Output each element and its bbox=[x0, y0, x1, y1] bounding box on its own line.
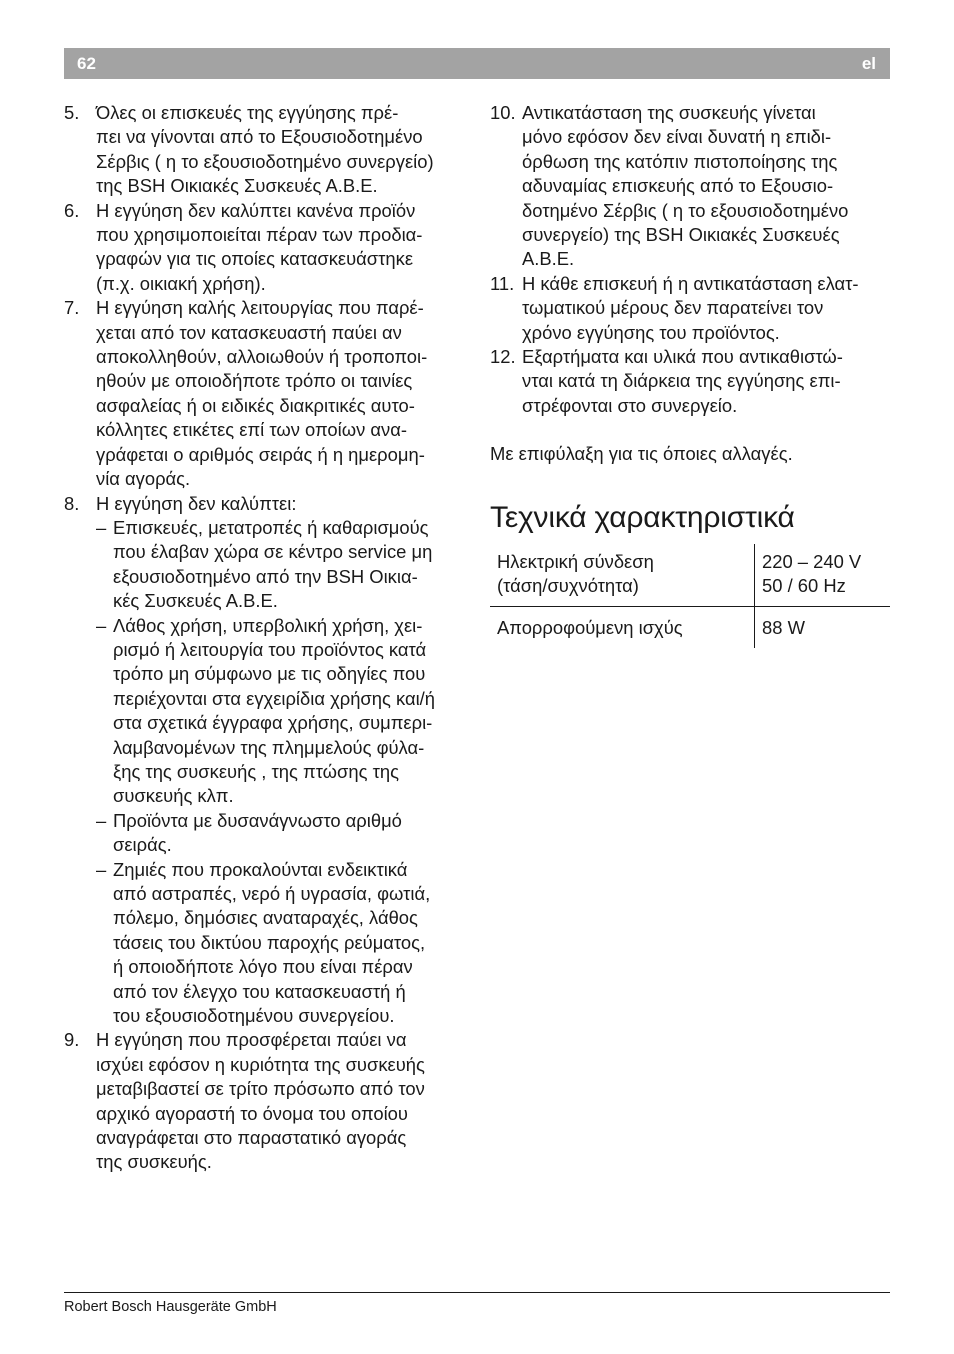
list-number: 8. bbox=[64, 492, 80, 514]
section-title: Τεχνικά χαρακτηριστικά bbox=[490, 500, 795, 534]
language-code: el bbox=[861, 54, 876, 73]
spec-label bbox=[490, 606, 755, 648]
list-number: 10. bbox=[490, 102, 516, 123]
sub-item-text: Προϊόντα με δυσανάγνωστο αριθμό σειράς. bbox=[113, 809, 402, 856]
list-text: Η εγγύηση δεν καλύπτει κανένα προϊόν που χρησιμοποιείται πέραν των προδια- γραφών για τις οποίες κατασκευάστηκε (π.χ. οικιακή χρήση). bbox=[96, 199, 423, 294]
sub-item-text: Επισκευές, μετατροπές ή καθαρισμούς που έλαβαν χώρα σε κέντρο service μη εξουσιοδοτημένο από την BSH Οικια- κές Συσκευές Α.Β.Ε. bbox=[113, 516, 433, 612]
spec-label-text: Απορροφούμενη ισχύς bbox=[497, 616, 683, 638]
list-item-5 bbox=[64, 101, 468, 199]
dash-bullet: – bbox=[96, 858, 107, 880]
spec-label bbox=[490, 544, 755, 606]
list-text: Εξαρτήματα και υλικά που αντικαθιστώ- νται κατά τη διάρκεια της εγγύησης επι- στρέφονται στο συνεργείο. bbox=[522, 346, 843, 416]
specs-table bbox=[490, 544, 890, 648]
list-item-6 bbox=[64, 199, 468, 297]
list-number: 6. bbox=[64, 199, 80, 221]
right-column bbox=[490, 101, 892, 648]
list-text: Η εγγύηση που προσφέρεται παύει να ισχύει εφόσον η κυριότητα της συσκευής μεταβιβαστεί σε τρίτο πρόσωπο από τον αρχικό αγοραστή το όνομα του οποίου αναγράφεται στο παραστατικό αγοράς της συσκευής. bbox=[96, 1029, 425, 1173]
sub-item bbox=[96, 858, 468, 1029]
sub-item bbox=[96, 614, 468, 809]
dash-bullet: – bbox=[96, 809, 107, 831]
list-item-9 bbox=[64, 1028, 468, 1174]
spec-label-text: Ηλεκτρική σύνδεση (τάση/συχνότητα) bbox=[497, 550, 654, 597]
page-header-bar bbox=[64, 48, 890, 79]
left-column bbox=[64, 101, 468, 1175]
list-item-11 bbox=[490, 272, 892, 345]
spec-value bbox=[755, 544, 891, 606]
list-text: Αντικατάσταση της συσκευής γίνεται μόνο εφόσον δεν είναι δυνατή η επιδι- όρθωση της κατόπιν πιστοποίησης της αδυναμίας επισκευής από το Εξουσιο- δοτημένο Σέρβις ( η το εξουσιοδοτημένο συνεργείο) της BSH Οικιακές Συσκευές Α.Β.Ε. bbox=[522, 102, 849, 270]
list-number: 9. bbox=[64, 1029, 80, 1051]
list-text: Όλες οι επισκευές της εγγύησης πρέ- πει να γίνονται από το Εξουσιοδοτημένο Σέρβις ( η το εξουσιοδοτημένο συνεργείο) της BSH Οικιακές Συσκευές Α.Β.Ε. bbox=[96, 102, 434, 197]
list-text: Η εγγύηση δεν καλύπτει: bbox=[96, 492, 297, 514]
list-number: 7. bbox=[64, 297, 80, 319]
spec-value-text: 88 W bbox=[762, 616, 805, 638]
list-number: 5. bbox=[64, 102, 80, 123]
list-item-10 bbox=[490, 101, 892, 272]
table-row bbox=[490, 544, 890, 606]
sub-item-text: Ζημιές που προκαλούνται ενδεικτικά από αστραπές, νερό ή υγρασία, φωτιά, πόλεμο, δημόσιες αναταραχές, λάθος τάσεις του δικτύου παροχής ρεύματος, ή οποιοδήποτε λόγο που είναι πέραν από τον έλεγχο του κατασκευαστή ή του εξουσιοδοτημένου συνεργείου. bbox=[113, 858, 431, 1027]
spec-value bbox=[755, 606, 891, 648]
page-number: 62 bbox=[77, 54, 96, 73]
changes-notice: Με επιφύλαξη για τις όποιες αλλαγές. bbox=[490, 443, 793, 465]
list-item-12 bbox=[490, 345, 892, 418]
footer-divider bbox=[64, 1292, 890, 1293]
list-number: 11. bbox=[490, 272, 515, 294]
footer-company: Robert Bosch Hausgeräte GmbH bbox=[64, 1299, 277, 1315]
sub-item bbox=[96, 809, 468, 858]
list-item-8 bbox=[64, 492, 468, 1029]
list-number: 12. bbox=[490, 346, 516, 368]
dash-bullet: – bbox=[96, 614, 107, 636]
sub-item-text: Λάθος χρήση, υπερβολική χρήση, χει- ρισμό ή λειτουργία του προϊόντος κατά τρόπο μη σύμφωνο με τις οδηγίες που περιέχονται στα εγχειρίδια χρήσης και/ή στα σχετικά έγγραφα χρήσης, συμπερι- λαμβανομένων της πλημμελούς φύλα- ξης της συσκευής , της πτώσης της συσκευής κλπ. bbox=[113, 614, 436, 807]
table-row bbox=[490, 606, 890, 648]
dash-bullet: – bbox=[96, 516, 107, 538]
spec-value-text: 220 – 240 V 50 / 60 Hz bbox=[762, 550, 862, 597]
sub-item bbox=[96, 516, 468, 614]
list-text: Η κάθε επισκευή ή η αντικατάσταση ελατ- τωματικού μέρους δεν παρατείνει τον χρόνο εγγύησης του προϊόντος. bbox=[522, 272, 859, 343]
list-item-7 bbox=[64, 296, 468, 491]
list-text: Η εγγύηση καλής λειτουργίας που παρέ- χεται από τον κατασκευαστή παύει αν αποκολληθούν, αλλοιωθούν ή τροποποι- ηθούν με οποιοδήποτε τρόπο οι ταινίες ασφαλείας ή οι ειδικές διακριτικές αυτο- κόλλητες ετικέτες επί των οποίων ανα- γράφεται ο αριθμός σειράς ή η ημερομη- νία αγοράς. bbox=[96, 297, 428, 490]
